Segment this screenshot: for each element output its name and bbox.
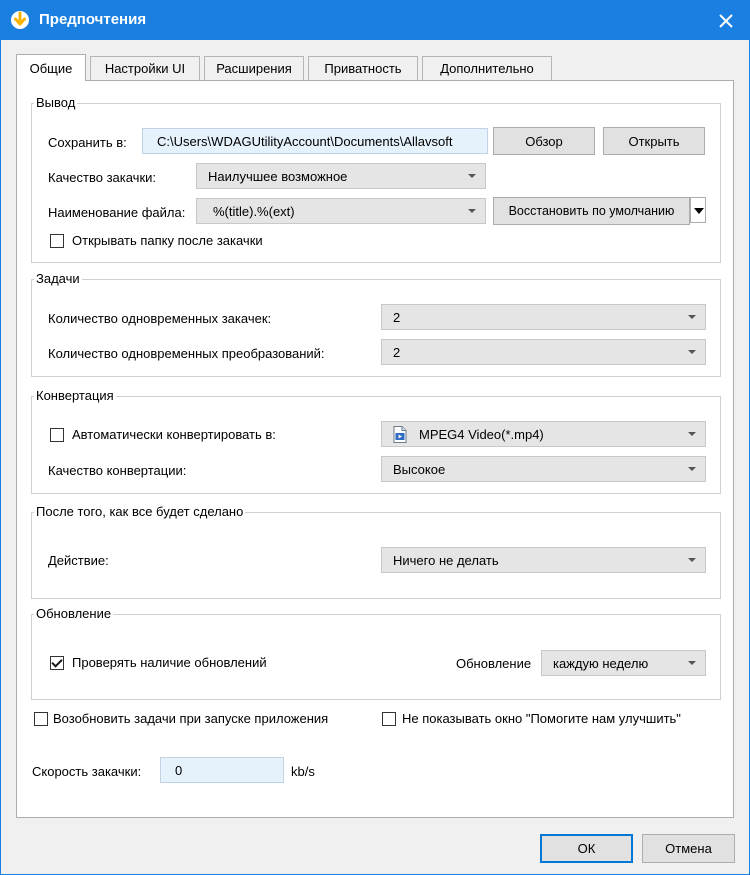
conversion-quality-select[interactable]: Высокое	[381, 456, 706, 482]
save-to-label: Сохранить в:	[48, 135, 127, 150]
tab-ui-settings[interactable]: Настройки UI	[90, 56, 200, 80]
update-group-title: Обновление	[36, 606, 112, 621]
chevron-down-icon	[688, 467, 696, 471]
open-folder-after-download-label: Открывать папку после закачки	[72, 233, 263, 248]
tab-advanced[interactable]: Дополнительно	[422, 56, 552, 80]
after-done-action-select[interactable]: Ничего не делать	[381, 547, 706, 573]
auto-convert-checkbox[interactable]	[50, 428, 64, 442]
chevron-down-icon	[688, 558, 696, 562]
download-quality-label: Качество закачки:	[48, 170, 157, 185]
video-file-icon	[393, 426, 407, 443]
action-label: Действие:	[48, 553, 109, 568]
after-done-group	[31, 504, 721, 599]
after-done-group-title: После того, как все будет сделано	[36, 504, 244, 519]
general-tab-panel	[16, 80, 734, 818]
window-title: Предпочтения	[39, 11, 147, 28]
restore-options-dropdown[interactable]	[690, 197, 706, 223]
concurrent-downloads-label: Количество одновременных закачек:	[48, 311, 272, 326]
conversion-group-title: Конвертация	[36, 388, 114, 403]
chevron-down-icon	[688, 661, 696, 665]
conversion-quality-label: Качество конвертации:	[48, 463, 187, 478]
open-folder-button[interactable]: Открыть	[603, 127, 705, 155]
output-group	[31, 95, 721, 263]
tasks-group-title: Задачи	[36, 271, 80, 286]
update-frequency-label: Обновление	[456, 656, 532, 671]
ok-button[interactable]: ОК	[540, 834, 633, 863]
filename-label: Наименование файла:	[48, 205, 186, 220]
resume-tasks-label: Возобновить задачи при запуске приложения	[53, 711, 329, 726]
tasks-group	[31, 271, 721, 377]
concurrent-conversions-label: Количество одновременных преобразований:	[48, 346, 325, 361]
browse-button[interactable]: Обзор	[493, 127, 595, 155]
chevron-down-icon	[468, 174, 476, 178]
download-quality-select[interactable]: Наилучшее возможное	[196, 163, 486, 189]
check-updates-checkbox[interactable]	[50, 656, 64, 670]
hide-help-window-checkbox[interactable]	[382, 712, 396, 726]
save-path-input[interactable]: C:\Users\WDAGUtilityAccount\Documents\Allavsoft	[142, 128, 488, 154]
chevron-down-icon	[468, 209, 476, 213]
restore-defaults-button[interactable]: Восстановить по умолчанию	[493, 197, 690, 225]
tab-privacy[interactable]: Приватность	[308, 56, 418, 80]
resume-tasks-checkbox[interactable]	[34, 712, 48, 726]
update-group	[31, 606, 721, 700]
download-speed-label: Скорость закачки:	[32, 764, 142, 779]
title-bar	[1, 1, 749, 40]
conversion-group	[31, 388, 721, 494]
chevron-down-icon	[688, 315, 696, 319]
close-button[interactable]	[703, 1, 749, 40]
filename-template-select[interactable]: %(title).%(ext)	[196, 198, 486, 224]
hide-help-window-label: Не показывать окно "Помогите нам улучшить"	[402, 711, 681, 726]
speed-unit-label: kb/s	[291, 764, 315, 779]
output-group-title: Вывод	[36, 95, 76, 110]
update-frequency-select[interactable]: каждую неделю	[541, 650, 706, 676]
download-speed-input[interactable]: 0	[160, 757, 284, 783]
concurrent-conversions-select[interactable]: 2	[381, 339, 706, 365]
cancel-button[interactable]: Отмена	[642, 834, 735, 863]
tab-extensions[interactable]: Расширения	[204, 56, 304, 80]
chevron-down-icon	[688, 432, 696, 436]
open-folder-after-download-checkbox[interactable]	[50, 234, 64, 248]
close-icon	[719, 14, 733, 28]
chevron-down-icon	[688, 350, 696, 354]
check-updates-label: Проверять наличие обновлений	[72, 655, 267, 670]
concurrent-downloads-select[interactable]: 2	[381, 304, 706, 330]
tab-general[interactable]: Общие	[16, 54, 86, 81]
convert-format-select[interactable]: MPEG4 Video(*.mp4)	[381, 421, 706, 447]
auto-convert-label: Автоматически конвертировать в:	[72, 427, 276, 442]
app-logo-icon	[10, 10, 30, 30]
